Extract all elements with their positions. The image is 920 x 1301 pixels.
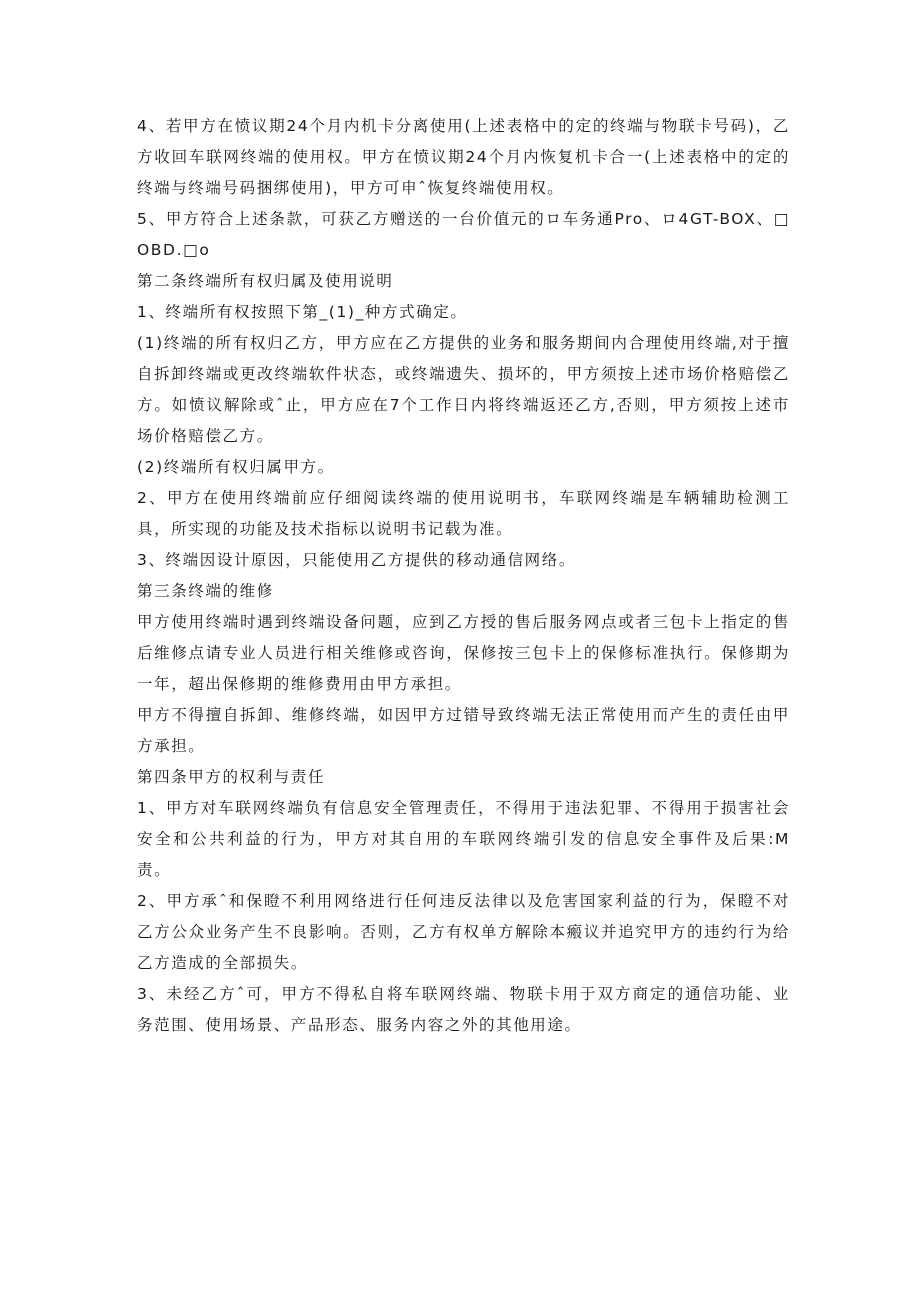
paragraph-clause-2-3: 3、终端因设计原因，只能使用乙方提供的移动通信网络。	[137, 551, 576, 569]
section-heading-article-4: 第四条甲方的权利与责任	[137, 768, 326, 786]
section-heading-article-3: 第三条终端的维修	[137, 582, 274, 600]
paragraph-clause-2-1-option-1: (1)终端的所有权归乙方，甲方应在乙方提供的业务和服务期间内合理使用终端,对于擅自拆卸终端或更改终端软件状态，或终端遗失、损坏的，甲方须按上述市场价格赔偿乙方。如愤议解除或ˆ止，甲方应在7个工作日内将终端返还乙方,否则，甲方须按上述市场价格赔偿乙方。	[137, 334, 790, 445]
paragraph-clause-2-1: 1、终端所有权按照下第_(1)_种方式确定。	[137, 303, 468, 321]
paragraph-clause-2-1-option-2: (2)终端所有权归属甲方。	[137, 458, 335, 476]
paragraph-repair-1: 甲方使用终端时遇到终端设备问题，应到乙方授的售后服务网点或者三包卡上指定的售后维修点请专业人员进行相关维修或咨询，保修按三包卡上的保修标准执行。保修期为一年，超出保修期的维修费用由甲方承担。	[137, 613, 790, 693]
paragraph-clause-1-4: 4、若甲方在愤议期24个月内机卡分离使用(上述表格中的定的终端与物联卡号码)，乙方收回车联网终端的使用权。甲方在愤议期24个月内恢复机卡合一(上述表格中的定的终端与终端号码捆绑使用)，甲方可申ˆ恢复终端使用权。	[137, 117, 790, 197]
paragraph-clause-2-2: 2、甲方在使用终端前应仔细阅读终端的使用说明书，车联网终端是车辆辅助检测工具，所实现的功能及技术指标以说明书记载为准。	[137, 489, 790, 538]
paragraph-clause-4-1: 1、甲方对车联网终端负有信息安全管理责任，不得用于违法犯罪、不得用于损害社会安全和公共利益的行为，甲方对其自用的车联网终端引发的信息安全事件及后果:M责。	[137, 799, 790, 879]
paragraph-clause-1-5: 5、甲方符合上述条款，可获乙方赠送的一台价值元的ロ车务通Pro、ロ4GT-BOX、□OBD.□o	[137, 210, 790, 259]
paragraph-clause-4-3: 3、未经乙方ˆ可，甲方不得私自将车联网终端、物联卡用于双方商定的通信功能、业务范围、使用场景、产品形态、服务内容之外的其他用途。	[137, 985, 790, 1034]
section-heading-article-2: 第二条终端所有权归属及使用说明	[137, 272, 394, 290]
paragraph-repair-2: 甲方不得擅自拆卸、维修终端，如因甲方过错导致终端无法正常使用而产生的责任由甲方承担。	[137, 706, 790, 755]
paragraph-clause-4-2: 2、甲方承ˆ和保瞪不利用网络进行任何违反法律以及危害国家利益的行为，保瞪不对乙方公众业务产生不良影响。否则，乙方有权单方解除本瘢议并追究甲方的违约行为给乙方造成的全部损失。	[137, 892, 790, 972]
